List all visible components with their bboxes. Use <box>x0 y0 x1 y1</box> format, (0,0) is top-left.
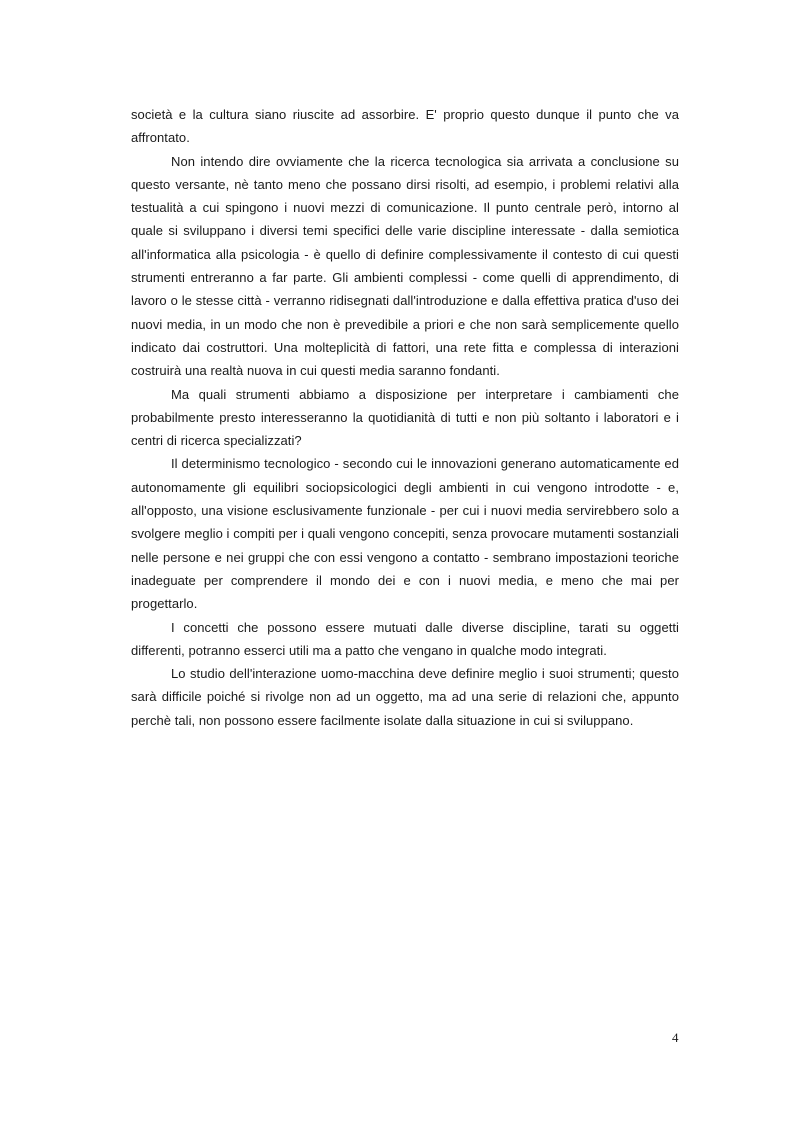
paragraph-research-context: Non intendo dire ovviamente che la ricerca tecnologica sia arrivata a conclusione su questo versante, nè tanto meno che possano dirsi risolti, ad esempio, i problemi relativi alla testualità a cui spingono i nuovi mezzi di comunicazione. Il punto centrale però, intorno al quale si sviluppano i diversi temi specifici delle varie discipline interessate - dalla semiotica all'informatica alla psicologia - è quello di definire complessivamente il contesto di cui questi strumenti entreranno a far parte. Gli ambienti complessi - come quelli di apprendimento, di lavoro o le stesse città - verranno ridisegnati dall'introduzione e dalla effettiva pratica d'uso dei nuovi media, in un modo che non è prevedibile a priori e che non sarà semplicemente quello indicato dai costruttori. Una molteplicità di fattori, una rete fitta e complessa di interazioni costruirà una realtà nuova in cui questi media saranno fondanti. <box>131 153 679 379</box>
paragraph-concepts: I concetti che possono essere mutuati dalle diverse discipline, tarati su oggetti differenti, potranno esserci utili ma a patto che vengano in qualche modo integrati. <box>131 619 679 658</box>
paragraph-continuation: società e la cultura siano riuscite ad assorbire. E' proprio questo dunque il punto che va affrontato. <box>131 107 679 146</box>
page-number: 4 <box>672 1030 679 1045</box>
paragraph-hci-study: Lo studio dell'interazione uomo-macchina deve definire meglio i suoi strumenti; questo sarà difficile poiché si rivolge non ad un oggetto, ma ad una serie di relazioni che, appunto perchè tali, non possono essere facilmente isolate dalla situazione in cui si sviluppano. <box>131 666 679 728</box>
paragraph-question: Ma quali strumenti abbiamo a disposizione per interpretare i cambiamenti che probabilmente presto interesseranno la quotidianità di tutti e non più soltanto i laboratori e i centri di ricerca specializzati? <box>131 386 679 449</box>
paragraph-determinism: Il determinismo tecnologico - secondo cui le innovazioni generano automaticamente ed autonomamente gli equilibri sociopsicologici degli ambienti in cui vengono introdotte - e, all'opposto, una visione esclusivamente funzionale - per cui i nuovi media servirebbero solo a svolgere meglio i compiti per i quali vengono concepiti, senza provocare mutamenti sostanziali nelle persone e nei gruppi che con essi vengono a contatto - sembrano impostazioni teoriche inadeguate per comprendere il mondo dei e con i nuovi media, e meno che mai per progettarlo. <box>131 456 679 612</box>
body-text <box>131 103 679 732</box>
